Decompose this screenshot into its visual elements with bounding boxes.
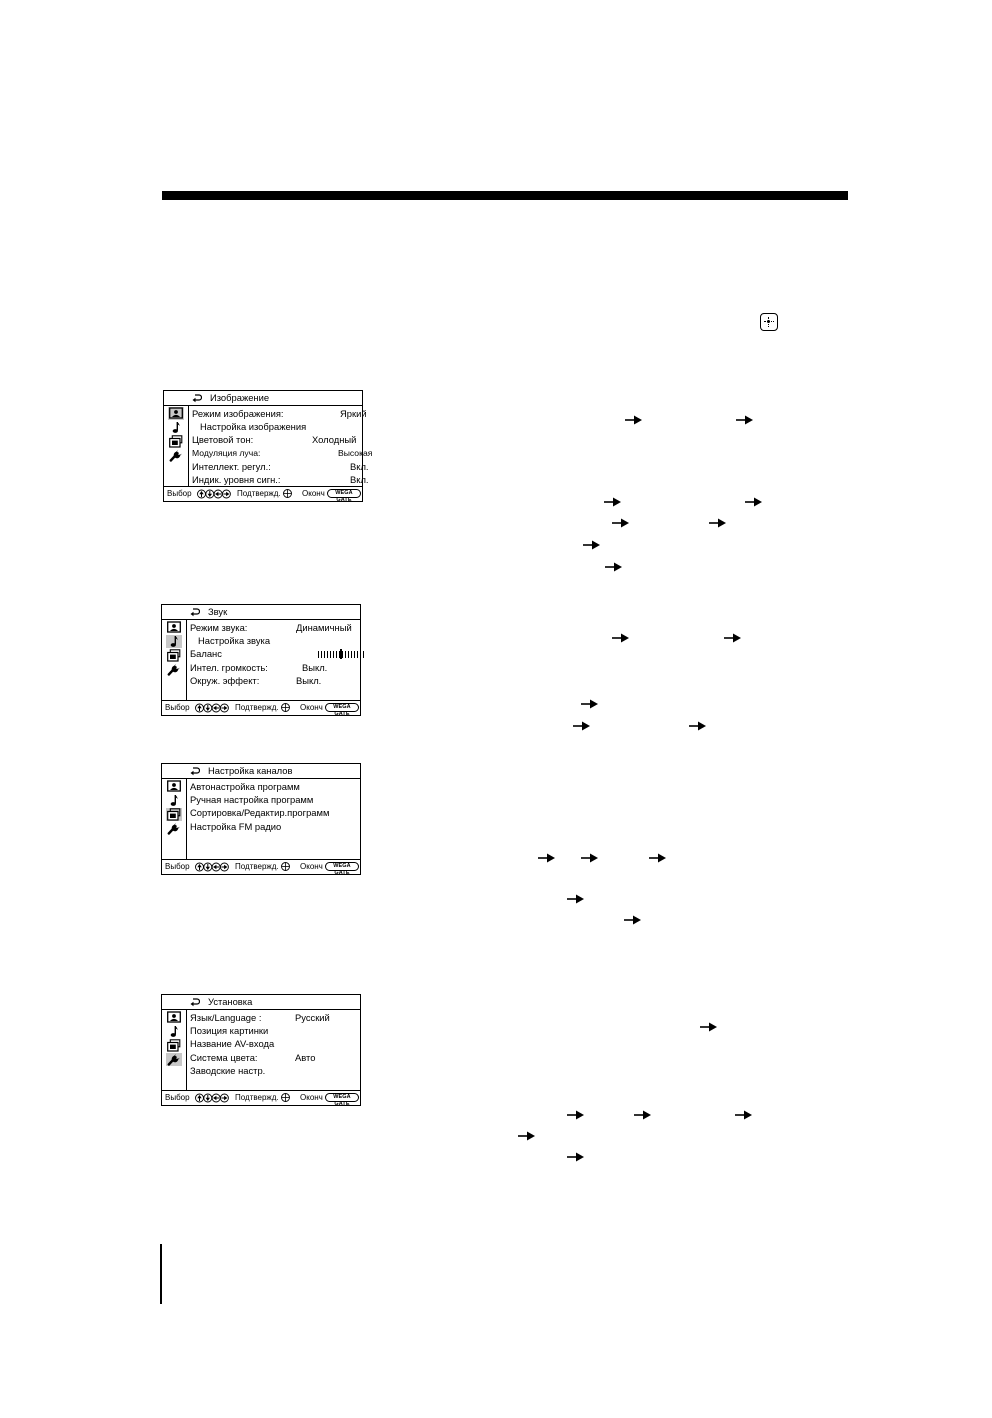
right-arrow-icon (735, 1109, 752, 1121)
wega-gate-button[interactable]: WEGA GATE (325, 862, 359, 871)
wega-gate-button[interactable]: WEGA GATE (327, 489, 361, 498)
menu-row[interactable] (190, 1025, 358, 1038)
balance-center-mark (340, 649, 342, 659)
row-label: Интел. громкость: (190, 661, 268, 673)
right-arrow-icon (625, 414, 642, 426)
footer-select-label: Выбор (167, 489, 192, 498)
row-label: Ручная настройка программ (190, 794, 314, 806)
right-arrow-icon (634, 1109, 651, 1121)
channel-setup-icon[interactable] (166, 1039, 182, 1052)
row-label: Баланс (190, 648, 222, 660)
right-arrow-icon (736, 414, 753, 426)
menu-row[interactable] (192, 408, 367, 421)
menu-row[interactable] (190, 622, 358, 635)
right-arrow-icon (605, 561, 622, 573)
menu-items (190, 781, 358, 834)
right-arrow-icon (689, 720, 706, 732)
row-value: Яркий (340, 408, 367, 419)
right-arrow-icon (649, 852, 666, 864)
menu-row[interactable] (192, 460, 369, 474)
sound-menu (161, 604, 361, 716)
wrench-icon[interactable] (166, 663, 182, 676)
row-label: Название AV-входа (190, 1038, 275, 1050)
row-label: Режим звука: (190, 622, 248, 633)
menu-row[interactable] (190, 1065, 358, 1078)
confirm-icon (281, 862, 290, 871)
return-icon[interactable] (190, 607, 200, 617)
menu-footer (162, 700, 360, 715)
top-rule (162, 191, 848, 200)
right-arrow-icon (538, 852, 555, 864)
row-value: Динамичный (296, 622, 352, 633)
sound-icon[interactable] (166, 1025, 182, 1038)
menu-items (190, 1012, 358, 1078)
menu-icon-column (162, 778, 187, 860)
right-arrow-icon (581, 852, 598, 864)
menu-title: Изображение (210, 392, 270, 403)
picture-icon[interactable] (168, 407, 184, 420)
menu-row[interactable] (190, 635, 358, 648)
menu-row[interactable] (190, 781, 358, 794)
right-arrow-icon (745, 496, 762, 508)
row-value: Холодный (312, 434, 357, 446)
menu-row[interactable] (190, 821, 358, 834)
confirm-icon (281, 1093, 290, 1102)
menu-icon-column (162, 1009, 187, 1091)
menu-title: Настройка каналов (208, 765, 293, 776)
menu-header (164, 391, 362, 406)
row-value: Высокая (338, 447, 373, 458)
channel-setup-icon[interactable] (166, 649, 182, 662)
wrench-icon[interactable] (166, 1053, 182, 1066)
menu-row[interactable] (190, 1052, 358, 1065)
right-arrow-icon (700, 1021, 717, 1033)
footer-confirm-label: Подтвержд. (237, 489, 281, 498)
row-value: Выкл. (302, 661, 328, 673)
right-arrow-icon (624, 914, 641, 926)
menu-row[interactable] (192, 434, 360, 447)
right-arrow-icon (604, 496, 621, 508)
menu-footer (164, 486, 362, 501)
right-arrow-icon (612, 632, 629, 644)
menu-row[interactable] (190, 794, 358, 807)
row-value: Вкл. (350, 460, 369, 472)
right-arrow-icon (724, 632, 741, 644)
return-icon[interactable] (190, 766, 200, 776)
menu-header (162, 995, 360, 1010)
row-value: Русский (295, 1012, 330, 1023)
row-label: Модуляция луча: (192, 447, 261, 458)
menu-row[interactable] (192, 421, 360, 434)
picture-icon[interactable] (166, 1011, 182, 1024)
row-value: Вкл. (350, 473, 369, 485)
row-label: Настройка FM радио (190, 820, 282, 832)
row-label: Окруж. эффект: (190, 674, 260, 686)
right-arrow-icon (581, 698, 598, 710)
menu-row[interactable] (192, 447, 373, 461)
footer-exit-label: Оконч (300, 1093, 323, 1102)
row-label: Автонастройка программ (190, 781, 300, 792)
wega-gate-button[interactable]: WEGA GATE (325, 703, 359, 712)
confirm-icon (281, 703, 290, 712)
menu-icon-column (164, 405, 189, 487)
channel-setup-menu (161, 763, 361, 875)
nav-arrows-icon (195, 703, 229, 713)
row-label: Настройка звука (198, 635, 271, 647)
return-icon[interactable] (192, 393, 202, 403)
menu-row[interactable] (190, 675, 358, 688)
menu-items (192, 408, 373, 487)
row-label: Цветовой тон: (192, 434, 254, 446)
row-value: Выкл. (296, 674, 322, 686)
menu-items (190, 622, 358, 688)
menu-title: Установка (208, 996, 253, 1007)
picture-icon[interactable] (166, 780, 182, 793)
row-value: Авто (295, 1051, 316, 1063)
right-arrow-icon (567, 1151, 584, 1163)
menu-footer (162, 1090, 360, 1105)
row-label: Сортировка/Редактир.программ (190, 807, 330, 819)
footer-confirm-label: Подтвержд. (235, 862, 279, 871)
balance-slider[interactable] (318, 651, 366, 658)
menu-row[interactable] (190, 1038, 358, 1051)
return-icon[interactable] (190, 997, 200, 1007)
menu-icon-column (162, 619, 187, 701)
nav-arrows-icon (197, 489, 231, 499)
menu-row[interactable] (190, 1012, 358, 1025)
menu-footer (162, 859, 360, 874)
sound-icon[interactable] (168, 421, 184, 434)
footer-select-label: Выбор (165, 703, 190, 712)
picture-menu (163, 390, 373, 503)
row-label: Язык/Language : (190, 1012, 262, 1023)
footer-confirm-label: Подтвержд. (235, 1093, 279, 1102)
nav-arrows-icon (195, 1093, 229, 1103)
right-arrow-icon (583, 539, 600, 551)
menu-header (162, 764, 360, 779)
row-label: Режим изображения: (192, 408, 284, 419)
right-arrow-icon (709, 517, 726, 529)
footer-confirm-label: Подтвержд. (235, 703, 279, 712)
menu-title: Звук (208, 606, 228, 617)
right-arrow-icon (573, 720, 590, 732)
footer-exit-label: Оконч (300, 703, 323, 712)
setup-menu (161, 994, 361, 1106)
wrench-icon[interactable] (168, 449, 184, 462)
row-label: Система цвета: (190, 1051, 258, 1063)
menu-row[interactable] (190, 807, 358, 820)
confirm-icon (283, 489, 292, 498)
picture-icon[interactable] (166, 621, 182, 634)
footer-exit-label: Оконч (302, 489, 325, 498)
row-label: Интеллект. регул.: (192, 460, 271, 472)
right-arrow-icon (518, 1130, 535, 1142)
channel-setup-icon[interactable] (168, 435, 184, 448)
right-arrow-icon (567, 893, 584, 905)
channel-setup-icon[interactable] (166, 808, 182, 821)
row-label: Настройка изображения (200, 421, 307, 433)
sound-icon[interactable] (166, 635, 182, 648)
wega-gate-button[interactable]: WEGA GATE (325, 1093, 359, 1102)
footer-select-label: Выбор (165, 1093, 190, 1102)
row-label: Заводские настр. (190, 1064, 266, 1076)
menu-row[interactable] (190, 662, 358, 675)
ok-button-icon (760, 313, 778, 331)
nav-arrows-icon (195, 862, 229, 872)
right-arrow-icon (612, 517, 629, 529)
footer-select-label: Выбор (165, 862, 190, 871)
menu-row[interactable] (190, 648, 358, 661)
row-label: Индик. уровня сигн.: (192, 473, 281, 485)
row-label: Позиция картинки (190, 1025, 269, 1037)
wrench-icon[interactable] (166, 822, 182, 835)
right-arrow-icon (567, 1109, 584, 1121)
left-margin-rule (160, 1244, 162, 1304)
menu-header (162, 605, 360, 620)
footer-exit-label: Оконч (300, 862, 323, 871)
sound-icon[interactable] (166, 794, 182, 807)
